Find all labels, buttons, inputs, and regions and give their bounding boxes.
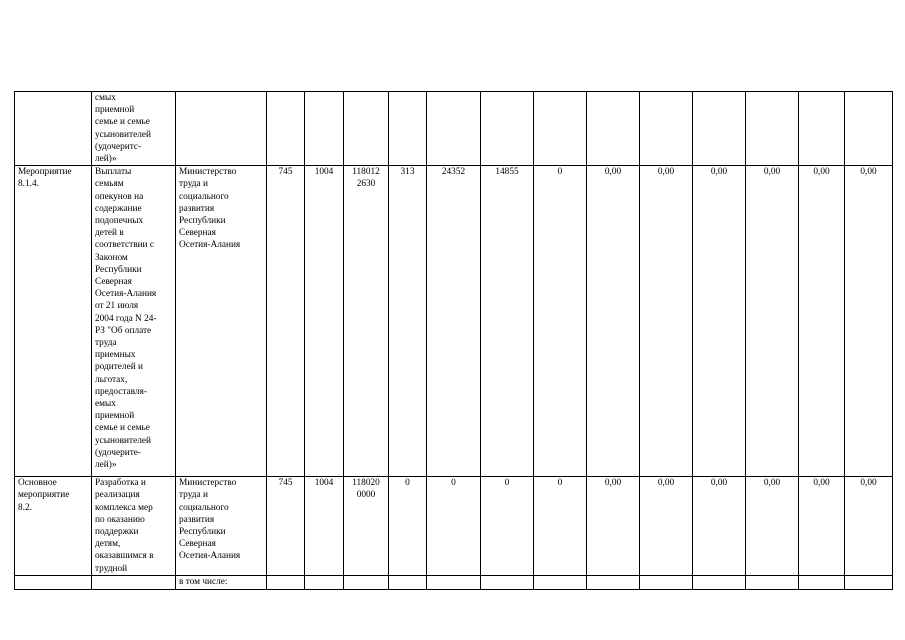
- cell-grbs: [267, 92, 305, 166]
- cell-executor: [176, 92, 267, 166]
- cell-val-5: 0,00: [640, 477, 693, 576]
- cell-val-7: 0,00: [746, 166, 799, 477]
- cell-val-3: 0: [534, 166, 587, 477]
- cell-rz-pr: 1004: [305, 166, 344, 477]
- cell-executor: Министерство труда и социального развития Республики Северная Осетия-Алания: [176, 477, 267, 576]
- cell-vr: [389, 575, 427, 589]
- cell-rz-pr: [305, 92, 344, 166]
- cell-val-5: [640, 575, 693, 589]
- cell-val-2: 14855: [481, 166, 534, 477]
- cell-val-5: 0,00: [640, 166, 693, 477]
- cell-name: [92, 575, 176, 589]
- cell-val-2: [481, 92, 534, 166]
- cell-rz-pr: 1004: [305, 477, 344, 576]
- cell-name: смых приемной семье и семье усыновителей (удочеритс- лей)»: [92, 92, 176, 166]
- cell-name: Разработка и реализация комплекса мер по оказанию поддержки детям, оказавшимся в трудной: [92, 477, 176, 576]
- cell-grbs: 745: [267, 166, 305, 477]
- cell-val-6: 0,00: [693, 166, 746, 477]
- cell-code: [15, 92, 92, 166]
- cell-val-2: [481, 575, 534, 589]
- cell-val-9: [845, 575, 893, 589]
- cell-executor: Министерство труда и социального развития Республики Северная Осетия-Алания: [176, 166, 267, 477]
- cell-val-1: 24352: [427, 166, 481, 477]
- cell-val-8: 0,00: [799, 166, 845, 477]
- cell-code: [15, 575, 92, 589]
- cell-val-5: [640, 92, 693, 166]
- cell-code: Мероприятие 8.1.4.: [15, 166, 92, 477]
- cell-val-1: [427, 92, 481, 166]
- cell-csr: [344, 575, 389, 589]
- cell-val-8: 0,00: [799, 477, 845, 576]
- cell-val-6: 0,00: [693, 477, 746, 576]
- cell-val-4: [587, 575, 640, 589]
- cell-val-6: [693, 575, 746, 589]
- cell-val-2: 0: [481, 477, 534, 576]
- cell-val-9: 0,00: [845, 166, 893, 477]
- cell-val-3: 0: [534, 477, 587, 576]
- cell-val-3: [534, 92, 587, 166]
- table-row: [15, 575, 893, 589]
- program-table: [14, 91, 893, 590]
- cell-val-1: [427, 575, 481, 589]
- table-row: [15, 166, 893, 477]
- cell-csr: [344, 92, 389, 166]
- cell-val-6: [693, 92, 746, 166]
- cell-vr: 313: [389, 166, 427, 477]
- cell-val-4: [587, 92, 640, 166]
- cell-rz-pr: [305, 575, 344, 589]
- cell-csr: 118020 0000: [344, 477, 389, 576]
- cell-val-8: [799, 575, 845, 589]
- cell-csr: 118012 2630: [344, 166, 389, 477]
- cell-name: Выплаты семьям опекунов на содержание подопечных детей в соответствии с Законом Республики Северная Осетия-Алания от 21 июля 2004 года N 24- РЗ "Об оплате труда приемных родителей и льготах, предоставля- емых приемной семье и семье усыновителей (удочерите- лей)»: [92, 166, 176, 477]
- cell-val-4: 0,00: [587, 477, 640, 576]
- cell-code: Основное мероприятие 8.2.: [15, 477, 92, 576]
- cell-val-1: 0: [427, 477, 481, 576]
- cell-grbs: [267, 575, 305, 589]
- cell-grbs: 745: [267, 477, 305, 576]
- cell-val-7: [746, 92, 799, 166]
- cell-val-7: 0,00: [746, 477, 799, 576]
- cell-val-7: [746, 575, 799, 589]
- table-row: [15, 477, 893, 576]
- cell-vr: 0: [389, 477, 427, 576]
- table-row: [15, 92, 893, 166]
- cell-vr: [389, 92, 427, 166]
- cell-val-9: 0,00: [845, 477, 893, 576]
- cell-val-3: [534, 575, 587, 589]
- cell-val-4: 0,00: [587, 166, 640, 477]
- cell-executor: в том числе:: [176, 575, 267, 589]
- cell-val-8: [799, 92, 845, 166]
- cell-val-9: [845, 92, 893, 166]
